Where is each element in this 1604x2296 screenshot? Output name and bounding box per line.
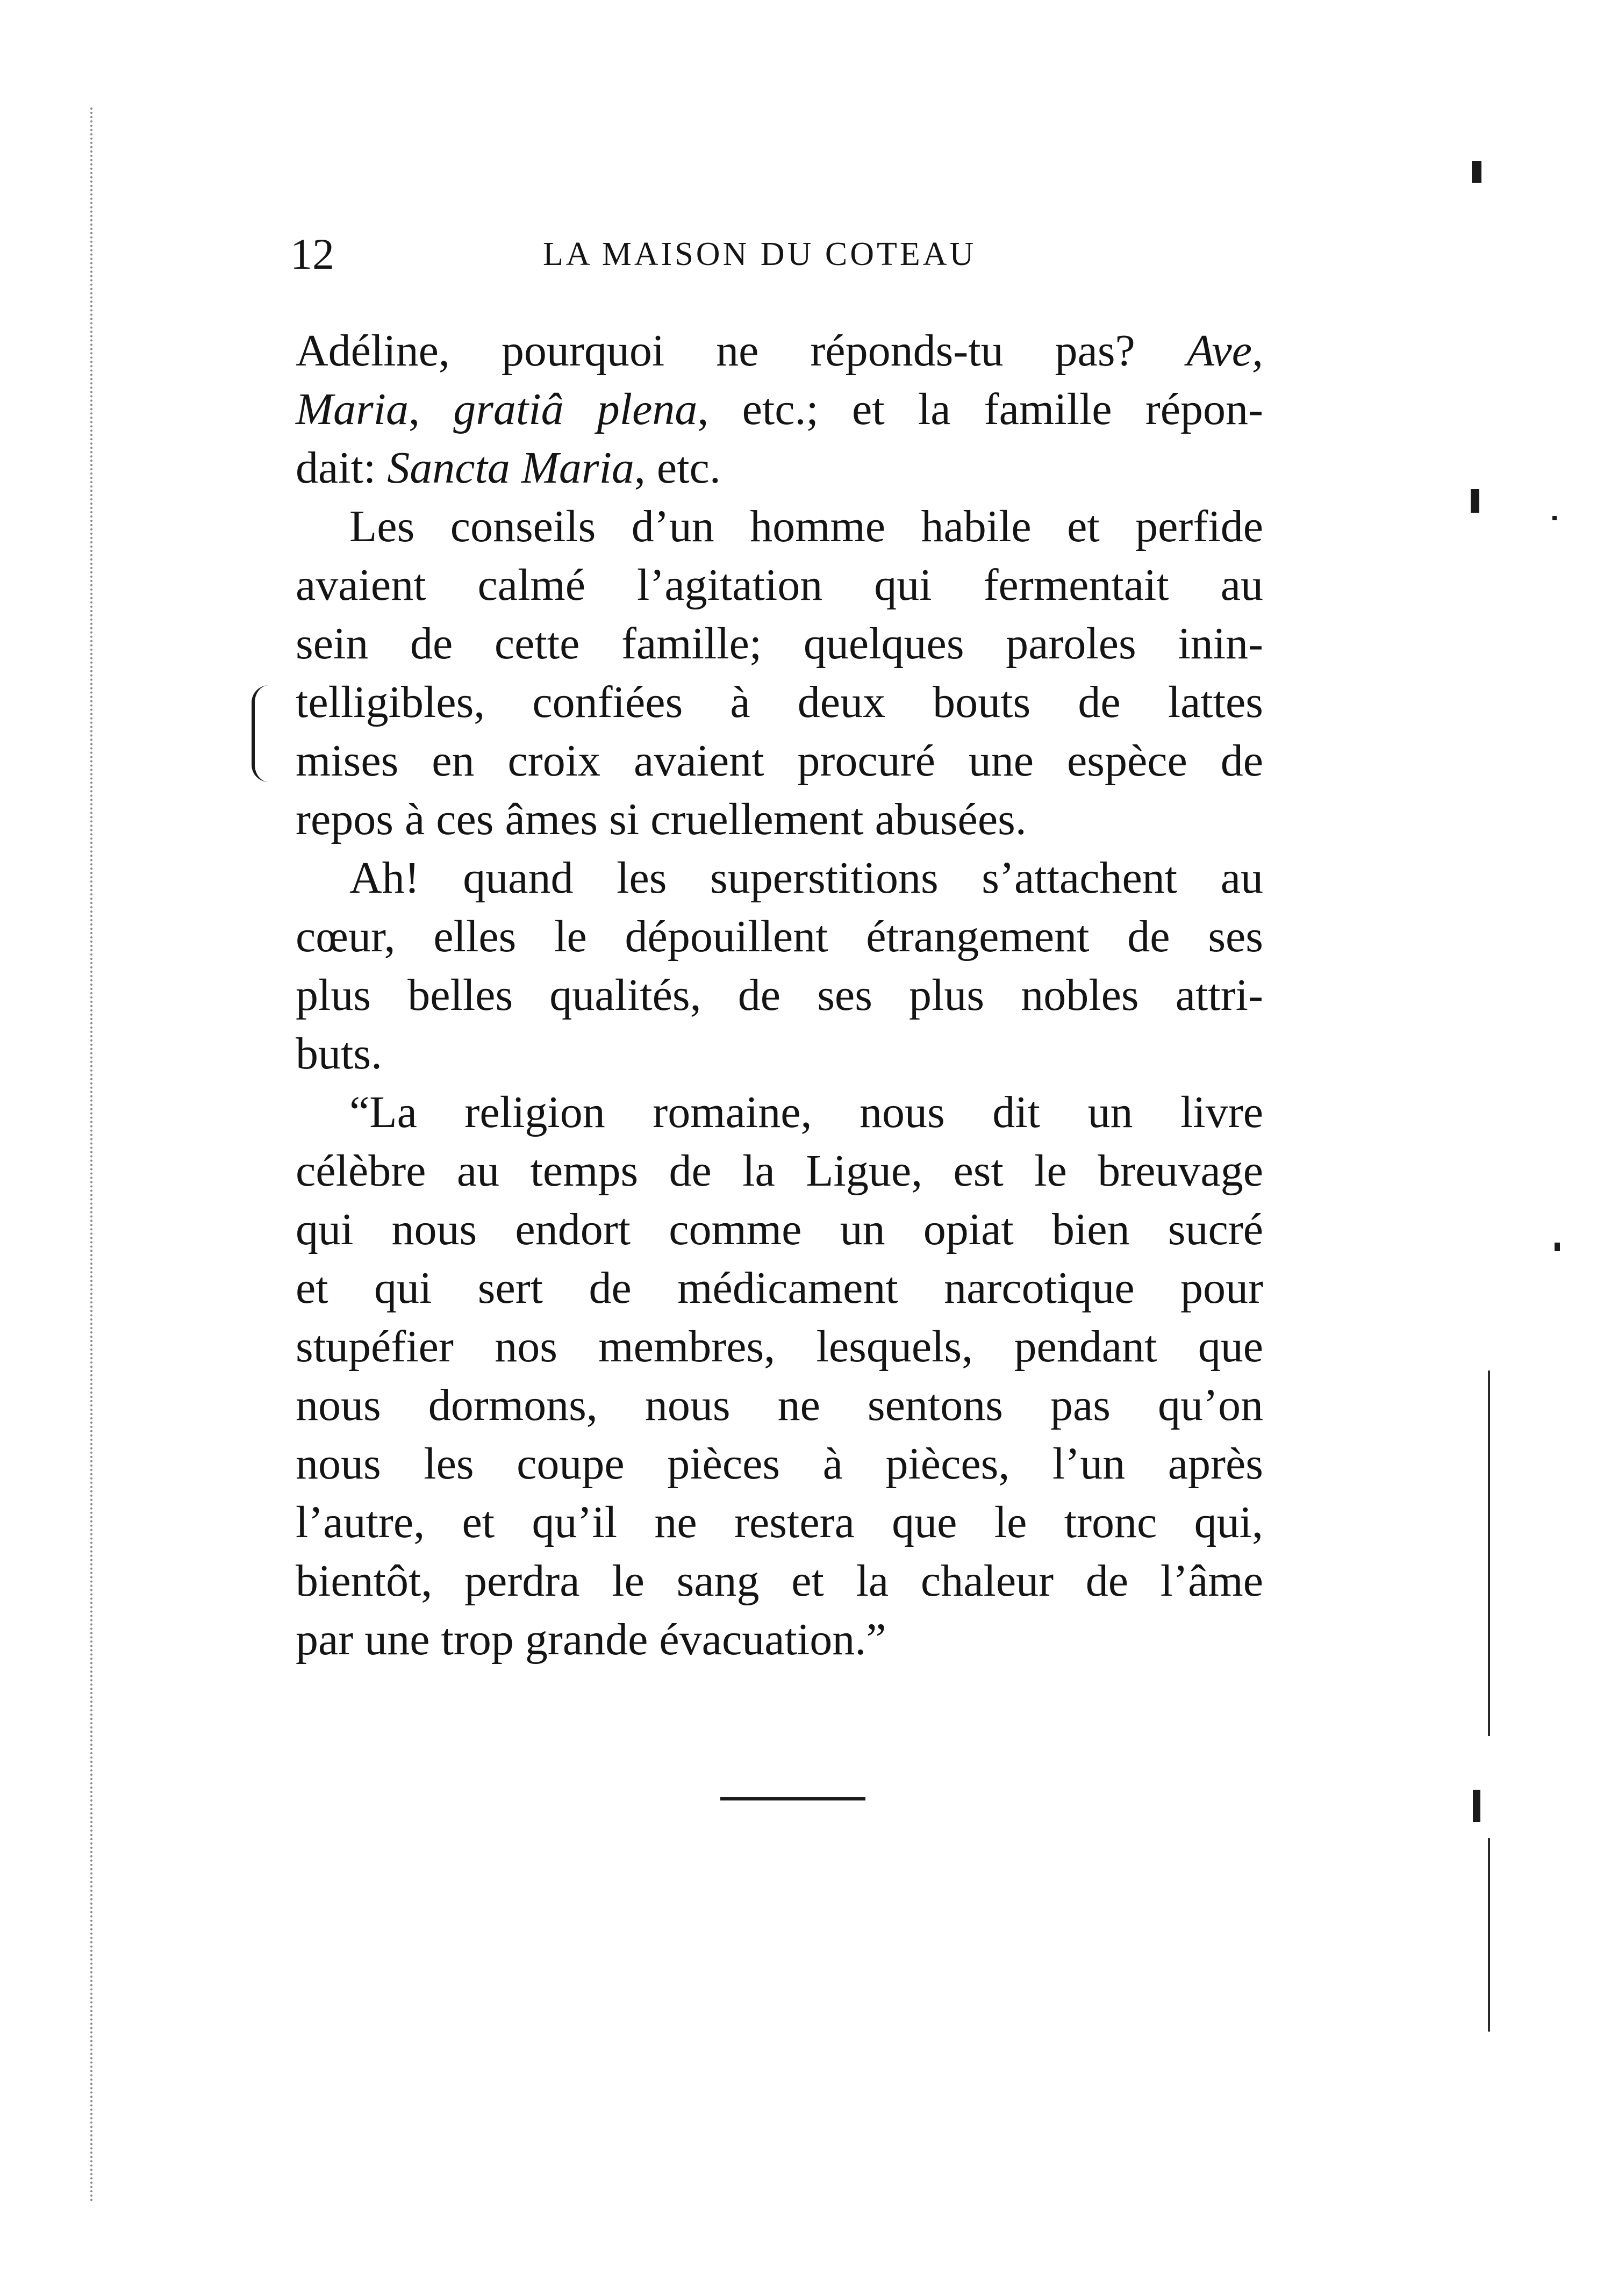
text-segment: sein de cette famille; quelques paroles inin-: [296, 619, 1263, 669]
text-line: [296, 731, 1263, 790]
text-line: [296, 1552, 1263, 1610]
text-segment: avaient calmé l’agitation qui fermentait au: [296, 560, 1263, 610]
text-segment: plus belles qualités, de ses plus nobles attri-: [296, 970, 1263, 1020]
body-text: [296, 321, 1263, 1669]
text-segment: mises en croix avaient procuré une espèce de: [296, 736, 1263, 786]
text-line: [296, 673, 1263, 731]
text-segment: Les conseils d’un homme habile et perfide: [349, 501, 1263, 551]
text-segment: par une trop grande évacuation.”: [296, 1615, 886, 1664]
text-segment: dait:: [296, 443, 388, 493]
text-line: [296, 1434, 1263, 1493]
scan-speck: [1552, 516, 1557, 520]
text-segment: cœur, elles le dépouillent étrangement de ses: [296, 912, 1263, 962]
text-segment: , etc.: [634, 443, 721, 493]
text-line: [296, 966, 1263, 1024]
text-segment: nous dormons, nous ne sentons pas qu’on: [296, 1380, 1263, 1430]
text-segment: telligibles, confiées à deux bouts de lattes: [296, 677, 1263, 727]
text-segment: nous les coupe pièces à pièces, l’un après: [296, 1439, 1263, 1489]
scan-speck: [1555, 1243, 1560, 1251]
text-segment: Adéline, pourquoi ne réponds-tu pas?: [296, 326, 1187, 376]
text-line: [296, 1083, 1263, 1142]
text-line: [296, 614, 1263, 673]
text-line: [296, 1259, 1263, 1317]
text-segment: buts.: [296, 1029, 383, 1079]
text-line: [296, 790, 1263, 849]
text-segment: Ah! quand les superstitions s’attachent au: [349, 853, 1263, 903]
scan-margin-artifact: [1488, 1371, 1490, 1736]
text-line: [296, 497, 1263, 556]
text-segment: célèbre au temps de la Ligue, est le breuvage: [296, 1146, 1263, 1196]
text-line: [296, 907, 1263, 966]
text-line: [296, 439, 1263, 497]
page-number: 12: [290, 229, 334, 278]
text-segment: ,: [409, 384, 454, 434]
text-line: [296, 1376, 1263, 1434]
italic-text: gratiâ plena: [453, 384, 698, 434]
text-line: [296, 556, 1263, 614]
text-segment: bientôt, perdra le sang et la chaleur de l’âme: [296, 1556, 1263, 1606]
running-title: LA MAISON DU COTEAU: [543, 236, 977, 272]
text-line: [296, 1024, 1263, 1083]
text-line: [296, 849, 1263, 907]
scan-speck: [1472, 161, 1481, 183]
text-segment: , etc.; et la famille répon-: [697, 384, 1263, 434]
text-line: [296, 1317, 1263, 1376]
section-end-rule: [720, 1797, 865, 1800]
text-line: [296, 1610, 1263, 1669]
text-segment: qui nous endort comme un opiat bien sucré: [296, 1204, 1263, 1254]
scan-margin-artifact: [1488, 1838, 1490, 2032]
text-segment: repos à ces âmes si cruellement abusées.: [296, 794, 1027, 844]
running-header: [290, 225, 1274, 284]
text-segment: l’autre, et qu’il ne restera que le tronc qui,: [296, 1497, 1263, 1547]
scan-margin-artifact: [90, 107, 98, 2204]
text-line: [296, 1200, 1263, 1259]
text-line: [296, 1493, 1263, 1552]
text-line: [296, 380, 1263, 439]
scan-speck: [1471, 489, 1479, 513]
text-segment: stupéfier nos membres, lesquels, pendant que: [296, 1322, 1263, 1372]
scan-speck: [1473, 1790, 1480, 1822]
text-line: [296, 1142, 1263, 1200]
text-line: [296, 321, 1263, 380]
italic-text: Ave,: [1186, 326, 1263, 376]
margin-bracket-mark: [252, 685, 269, 782]
italic-text: Maria: [296, 384, 409, 434]
text-segment: “La religion romaine, nous dit un livre: [349, 1087, 1263, 1137]
text-segment: et qui sert de médicament narcotique pour: [296, 1263, 1263, 1313]
italic-text: Sancta Maria: [387, 443, 634, 493]
